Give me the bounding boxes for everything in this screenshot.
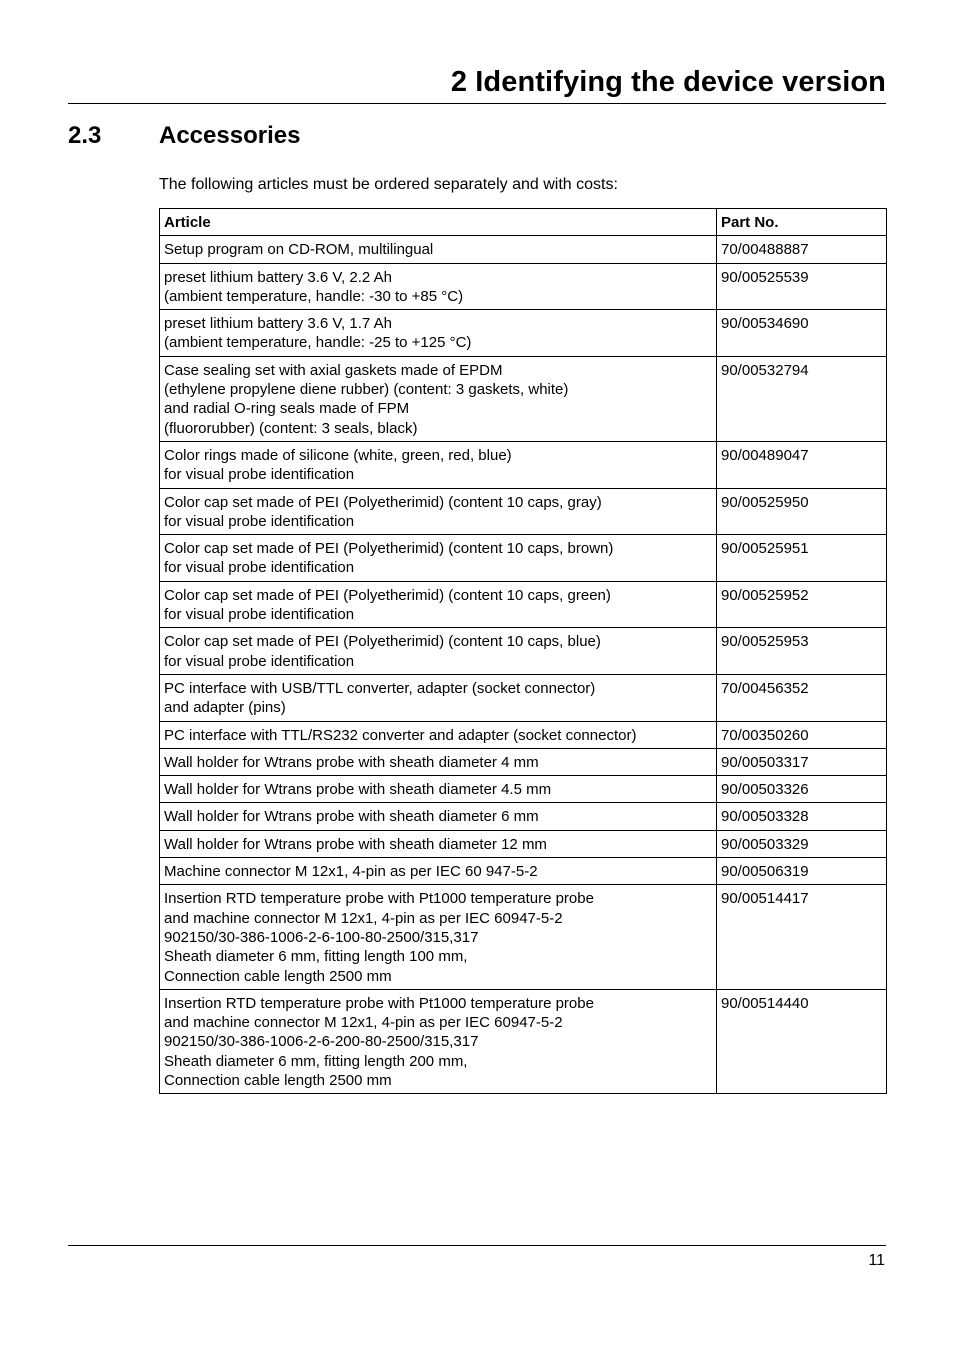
part-number-cell: 90/00514440	[717, 989, 887, 1093]
table-row	[160, 581, 887, 628]
part-number-cell: 70/00488887	[717, 236, 887, 263]
part-number-cell: 90/00525539	[717, 263, 887, 310]
table-row	[160, 721, 887, 748]
table-row	[160, 535, 887, 582]
part-number-cell: 90/00534690	[717, 310, 887, 357]
table-header-row	[160, 209, 887, 236]
part-number-cell: 90/00503317	[717, 748, 887, 775]
article-cell: PC interface with TTL/RS232 converter and adapter (socket connector)	[160, 721, 717, 748]
article-cell: Wall holder for Wtrans probe with sheath diameter 6 mm	[160, 803, 717, 830]
section-number: 2.3	[68, 122, 102, 149]
part-number-cell: 90/00503329	[717, 830, 887, 857]
article-cell: Machine connector M 12x1, 4-pin as per IEC 60 947-5-2	[160, 858, 717, 885]
table-row	[160, 488, 887, 535]
article-cell: Color cap set made of PEI (Polyetherimid) (content 10 caps, brown) for visual probe identification	[160, 535, 717, 582]
footer-rule	[68, 1245, 886, 1246]
accessories-table	[159, 208, 887, 1094]
table-row	[160, 441, 887, 488]
part-number-cell: 70/00456352	[717, 674, 887, 721]
table-row	[160, 263, 887, 310]
part-number-cell: 90/00525950	[717, 488, 887, 535]
table-row	[160, 858, 887, 885]
part-number-cell: 90/00503326	[717, 776, 887, 803]
table-row	[160, 830, 887, 857]
table-row	[160, 748, 887, 775]
article-cell: Insertion RTD temperature probe with Pt1000 temperature probe and machine connector M 12x1, 4-pin as per IEC 60947-5-2 902150/30-386-1006-2-6-200-80-2500/315,317 Sheath diameter 6 mm, fitting length 200 mm, Connection cable length 2500 mm	[160, 989, 717, 1093]
part-number-cell: 70/00350260	[717, 721, 887, 748]
article-cell: Setup program on CD-ROM, multilingual	[160, 236, 717, 263]
article-cell: PC interface with USB/TTL converter, adapter (socket connector) and adapter (pins)	[160, 674, 717, 721]
table-row	[160, 803, 887, 830]
article-cell: preset lithium battery 3.6 V, 1.7 Ah (ambient temperature, handle: -25 to +125 °C)	[160, 310, 717, 357]
article-cell: Color cap set made of PEI (Polyetherimid) (content 10 caps, green) for visual probe identification	[160, 581, 717, 628]
section-title: Accessories	[159, 122, 301, 149]
table-row	[160, 356, 887, 441]
article-cell: Color cap set made of PEI (Polyetherimid) (content 10 caps, blue) for visual probe identification	[160, 628, 717, 675]
table-row	[160, 776, 887, 803]
table-row	[160, 310, 887, 357]
article-cell: preset lithium battery 3.6 V, 2.2 Ah (ambient temperature, handle: -30 to +85 °C)	[160, 263, 717, 310]
part-number-cell: 90/00532794	[717, 356, 887, 441]
header-rule	[68, 103, 886, 104]
article-cell: Insertion RTD temperature probe with Pt1000 temperature probe and machine connector M 12x1, 4-pin as per IEC 60947-5-2 902150/30-386-1006-2-6-100-80-2500/315,317 Sheath diameter 6 mm, fitting length 100 mm, Connection cable length 2500 mm	[160, 885, 717, 989]
article-cell: Wall holder for Wtrans probe with sheath diameter 4 mm	[160, 748, 717, 775]
part-number-cell: 90/00506319	[717, 858, 887, 885]
table-row	[160, 628, 887, 675]
table-row	[160, 674, 887, 721]
article-cell: Wall holder for Wtrans probe with sheath diameter 4.5 mm	[160, 776, 717, 803]
table-row	[160, 989, 887, 1093]
part-number-cell: 90/00503328	[717, 803, 887, 830]
article-cell: Color rings made of silicone (white, green, red, blue) for visual probe identification	[160, 441, 717, 488]
chapter-title: 2 Identifying the device version	[450, 66, 886, 98]
table-row	[160, 885, 887, 989]
part-number-cell: 90/00514417	[717, 885, 887, 989]
article-cell: Wall holder for Wtrans probe with sheath diameter 12 mm	[160, 830, 717, 857]
part-number-cell: 90/00525953	[717, 628, 887, 675]
table-row	[160, 236, 887, 263]
part-number-cell: 90/00489047	[717, 441, 887, 488]
section-intro: The following articles must be ordered separately and with costs:	[159, 176, 618, 193]
part-number-cell: 90/00525952	[717, 581, 887, 628]
column-header-article: Article	[160, 209, 717, 236]
article-cell: Color cap set made of PEI (Polyetherimid) (content 10 caps, gray) for visual probe identification	[160, 488, 717, 535]
column-header-part-no: Part No.	[717, 209, 887, 236]
article-cell: Case sealing set with axial gaskets made of EPDM (ethylene propylene diene rubber) (content: 3 gaskets, white) and radial O-ring seals made of FPM (fluororubber) (content: 3 seals, black)	[160, 356, 717, 441]
page-number: 11	[868, 1252, 885, 1269]
part-number-cell: 90/00525951	[717, 535, 887, 582]
